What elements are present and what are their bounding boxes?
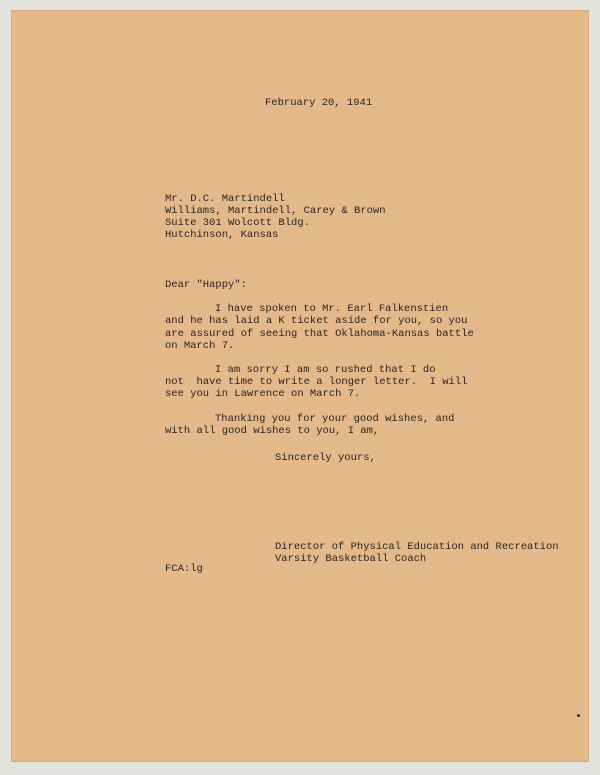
paragraph-1-line: I have spoken to Mr. Earl Falkenstien — [215, 303, 449, 315]
address-line: Suite 301 Wolcott Bldg. — [165, 217, 310, 229]
address-line: Hutchinson, Kansas — [165, 229, 279, 241]
letter-date: February 20, 1941 — [265, 97, 373, 109]
complimentary-close: Sincerely yours, — [275, 452, 376, 464]
letter-page — [11, 10, 589, 762]
paragraph-2-line: see you in Lawrence on March 7. — [165, 388, 361, 400]
reference-initials: FCA:lg — [165, 563, 203, 575]
salutation: Dear "Happy": — [165, 279, 247, 291]
paper-speck — [577, 714, 580, 717]
paragraph-2-line: I am sorry I am so rushed that I do — [215, 364, 436, 376]
paragraph-1-line: on March 7. — [165, 340, 235, 352]
paragraph-1-line: are assured of seeing that Oklahoma-Kansas battle — [165, 328, 474, 340]
address-line: Mr. D.C. Martindell — [165, 193, 285, 205]
paragraph-3-line: with all good wishes to you, I am, — [165, 425, 380, 437]
signature-title: Varsity Basketball Coach — [275, 553, 427, 565]
signature-title: Director of Physical Education and Recreation — [275, 541, 559, 553]
paragraph-1-line: and he has laid a K ticket aside for you, so you — [165, 315, 468, 327]
paragraph-2-line: not have time to write a longer letter. I will — [165, 376, 468, 388]
paragraph-3-line: Thanking you for your good wishes, and — [215, 413, 455, 425]
address-line: Williams, Martindell, Carey & Brown — [165, 205, 386, 217]
